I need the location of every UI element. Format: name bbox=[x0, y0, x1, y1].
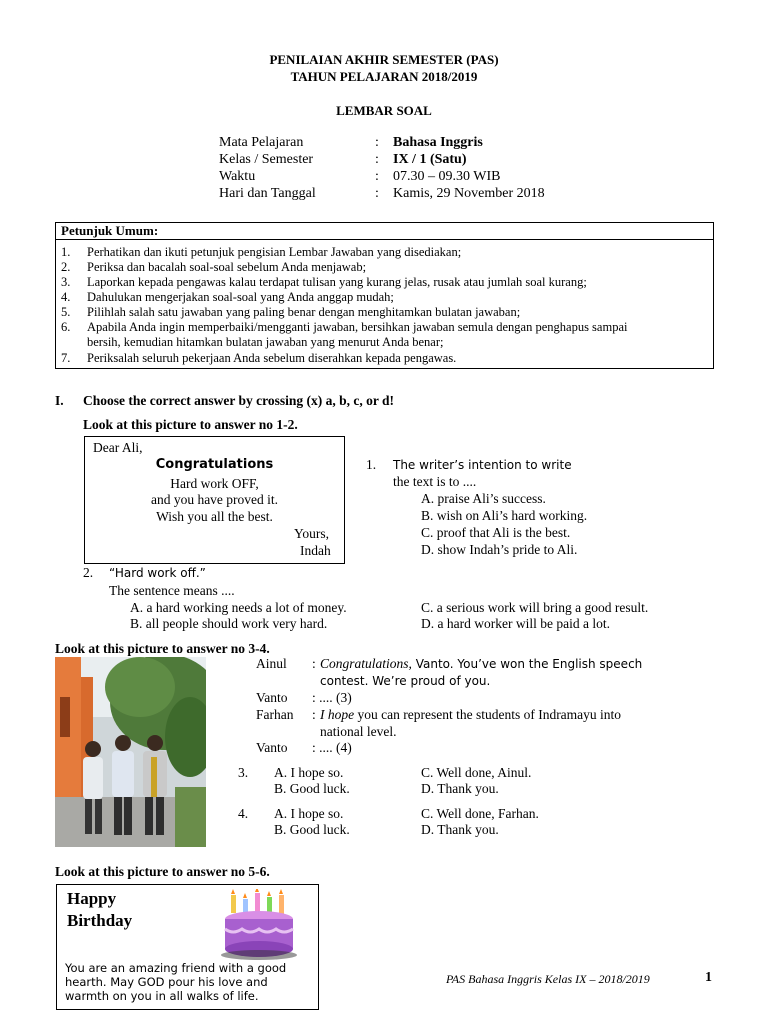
card-line: and you have proved it. bbox=[150, 492, 279, 507]
info-colon: : bbox=[375, 152, 379, 167]
option-d[interactable]: D. a hard worker will be paid a lot. bbox=[421, 616, 610, 631]
footer-text: PAS Bahasa Inggris Kelas IX – 2018/2019 bbox=[446, 972, 650, 986]
info-label: Kelas / Semester bbox=[219, 152, 314, 167]
instruction-text: Pilihlah salah satu jawaban yang paling benar dengan menghitamkan bulatan jawaban; bbox=[87, 305, 521, 319]
ainul-line-continued: contest. We’re proud of you. bbox=[320, 674, 491, 688]
card-signer: Indah bbox=[300, 543, 331, 558]
page-number: 1 bbox=[705, 970, 712, 985]
look-at-picture-5-6: Look at this picture to answer no 5-6. bbox=[55, 864, 270, 879]
dialog-colon: : bbox=[312, 707, 316, 722]
title-line-2: TAHUN PELAJARAN 2018/2019 bbox=[290, 69, 478, 84]
farhan-rest: you can represent the students of Indramayu into bbox=[354, 707, 622, 722]
info-colon: : bbox=[375, 186, 379, 201]
instruction-text-continued: bersih, kemudian hitamkan bulatan jawaban yang menurut Anda benar; bbox=[87, 335, 444, 349]
birthday-title-2: Birthday bbox=[67, 911, 133, 930]
instruction-text: Periksa dan bacalah soal-soal sebelum Anda menjawab; bbox=[87, 260, 367, 274]
instruction-text: Periksalah seluruh pekerjaan Anda sebelum diserahkan kepada pengawas. bbox=[87, 351, 457, 365]
birthday-message-line: You are an amazing friend with a good bbox=[65, 961, 287, 975]
instruction-number: 2. bbox=[61, 260, 71, 274]
section-title: Choose the correct answer by crossing (x) a, b, c, or d! bbox=[83, 393, 394, 408]
speaker-vanto: Vanto bbox=[256, 690, 288, 705]
instruction-number: 1. bbox=[61, 245, 71, 259]
info-value: 07.30 – 09.30 WIB bbox=[393, 169, 501, 184]
instruction-number: 7. bbox=[61, 351, 71, 365]
section-number: I. bbox=[55, 393, 64, 408]
question-number: 2. bbox=[83, 565, 94, 580]
speaker-ainul: Ainul bbox=[256, 656, 287, 671]
info-label: Hari dan Tanggal bbox=[219, 186, 316, 201]
farhan-line bbox=[320, 707, 621, 723]
question-number: 4. bbox=[238, 806, 249, 821]
ainul-rest: Vanto. You’ve won the English speech bbox=[411, 657, 643, 671]
question-number: 1. bbox=[366, 457, 377, 472]
card-title: Congratulations bbox=[155, 457, 274, 472]
instruction-number: 6. bbox=[61, 320, 71, 334]
ainul-italic: Congratulations, bbox=[320, 656, 412, 671]
instruction-text: Laporkan kepada pengawas kalau terdapat tulisan yang kurang jelas, rusak atau jumlah soal kurang; bbox=[87, 275, 587, 289]
farhan-line-continued: national level. bbox=[320, 724, 397, 739]
option-c[interactable]: C. proof that Ali is the best. bbox=[421, 525, 571, 540]
instruction-text: Apabila Anda ingin memperbaiki/mengganti jawaban, bersihkan jawaban semula dengan penghapus sampai bbox=[87, 320, 628, 334]
instruction-number: 3. bbox=[61, 275, 71, 289]
option-b[interactable]: B. wish on Ali’s hard working. bbox=[421, 508, 588, 523]
vanto-line-blank-4: : .... (4) bbox=[312, 740, 352, 755]
card-line: Hard work OFF, bbox=[170, 476, 259, 491]
question-stem: The writer’s intention to write bbox=[393, 458, 572, 472]
students-photo bbox=[55, 657, 206, 847]
instruction-text: Perhatikan dan ikuti petunjuk pengisian Lembar Jawaban yang disediakan; bbox=[87, 245, 462, 259]
birthday-message-line: warmth on you in all walks of life. bbox=[65, 989, 259, 1003]
dialog-colon: : bbox=[312, 656, 316, 671]
birthday-cake-icon bbox=[219, 889, 299, 961]
question-quote: “Hard work off.” bbox=[109, 566, 206, 580]
info-label: Mata Pelajaran bbox=[219, 135, 304, 150]
question-stem: The sentence means .... bbox=[109, 583, 235, 598]
option-b[interactable]: B. Good luck. bbox=[274, 822, 350, 837]
instructions-title: Petunjuk Umum: bbox=[61, 223, 159, 238]
speaker-vanto: Vanto bbox=[256, 740, 288, 755]
look-at-picture-3-4: Look at this picture to answer no 3-4. bbox=[55, 641, 270, 656]
info-value: Kamis, 29 November 2018 bbox=[393, 186, 545, 201]
info-colon: : bbox=[375, 169, 379, 184]
question-stem: the text is to .... bbox=[393, 474, 477, 489]
info-colon: : bbox=[375, 135, 379, 150]
option-a[interactable]: A. I hope so. bbox=[274, 806, 344, 821]
option-b[interactable]: B. Good luck. bbox=[274, 781, 350, 796]
option-d[interactable]: D. Thank you. bbox=[421, 781, 499, 796]
instruction-number: 5. bbox=[61, 305, 71, 319]
option-a[interactable]: A. a hard working needs a lot of money. bbox=[130, 600, 347, 615]
info-value: IX / 1 (Satu) bbox=[393, 152, 467, 167]
option-d[interactable]: D. show Indah’s pride to Ali. bbox=[421, 542, 578, 557]
option-c[interactable]: C. a serious work will bring a good result. bbox=[421, 600, 649, 615]
title-line-1: PENILAIAN AKHIR SEMESTER (PAS) bbox=[269, 52, 499, 67]
birthday-title-1: Happy bbox=[67, 889, 117, 908]
birthday-message-line: hearth. May GOD pour his love and bbox=[65, 975, 268, 989]
speaker-farhan: Farhan bbox=[256, 707, 294, 722]
option-c[interactable]: C. Well done, Ainul. bbox=[421, 765, 532, 780]
instruction-text: Dahulukan mengerjakan soal-soal yang Anda anggap mudah; bbox=[87, 290, 394, 304]
card-greeting: Dear Ali, bbox=[93, 440, 143, 455]
card-line: Wish you all the best. bbox=[156, 509, 273, 524]
option-d[interactable]: D. Thank you. bbox=[421, 822, 499, 837]
option-a[interactable]: A. praise Ali’s success. bbox=[421, 491, 546, 506]
instructions-divider bbox=[55, 239, 714, 240]
farhan-italic: I hope bbox=[320, 707, 355, 722]
vanto-line-blank-3: : .... (3) bbox=[312, 690, 352, 705]
info-label: Waktu bbox=[219, 169, 256, 184]
info-value: Bahasa Inggris bbox=[393, 135, 483, 150]
option-c[interactable]: C. Well done, Farhan. bbox=[421, 806, 539, 821]
title-line-3: LEMBAR SOAL bbox=[336, 103, 432, 118]
card-closing: Yours, bbox=[294, 526, 330, 541]
look-at-picture-1-2: Look at this picture to answer no 1-2. bbox=[83, 417, 298, 432]
instruction-number: 4. bbox=[61, 290, 71, 304]
question-number: 3. bbox=[238, 765, 249, 780]
option-b[interactable]: B. all people should work very hard. bbox=[130, 616, 328, 631]
ainul-line bbox=[320, 656, 642, 672]
option-a[interactable]: A. I hope so. bbox=[274, 765, 344, 780]
